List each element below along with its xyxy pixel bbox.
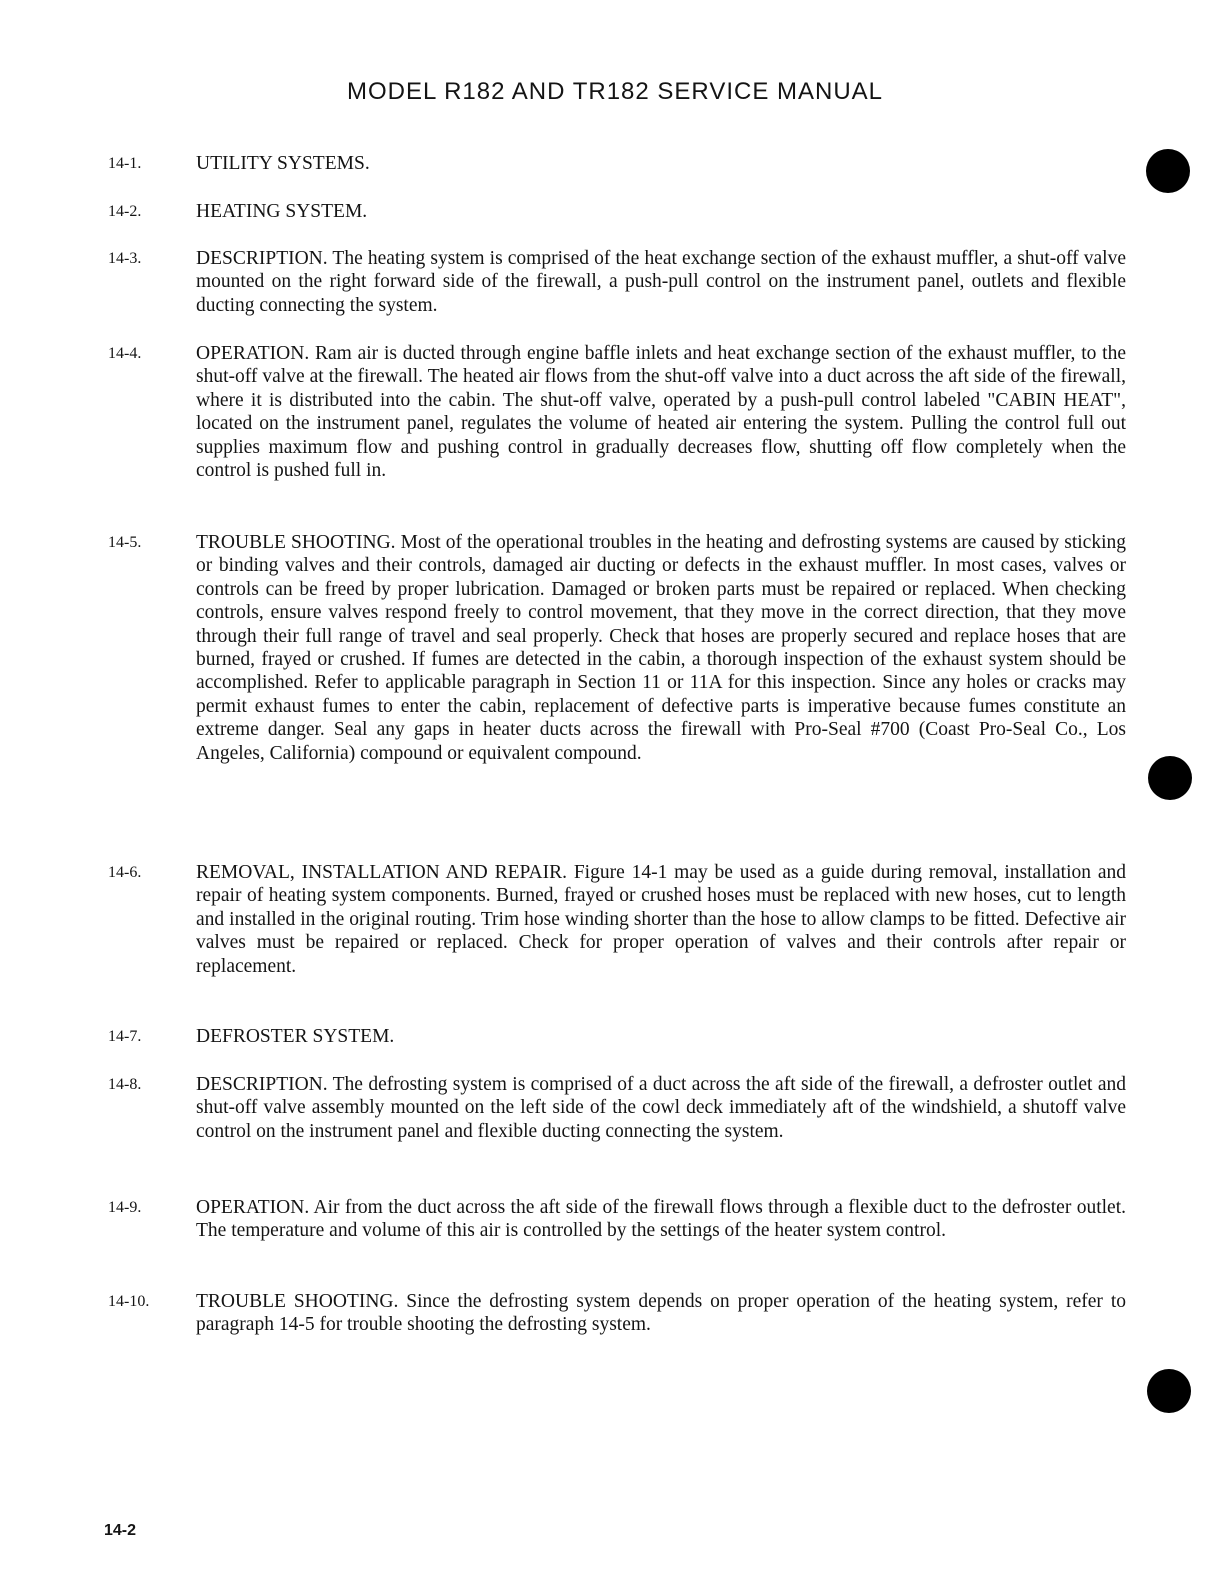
paragraph-text: DEFROSTER SYSTEM.	[196, 1026, 395, 1047]
binder-hole-mark	[1147, 1369, 1191, 1413]
section-14-4	[108, 342, 1126, 482]
paragraph-number: 14-9.	[108, 1199, 142, 1216]
section-14-6	[108, 861, 1126, 978]
paragraph-number: 14-10.	[108, 1293, 150, 1310]
paragraph-number: 14-8.	[108, 1076, 142, 1093]
paragraph-text: OPERATION. Air from the duct across the aft side of the firewall flows through a flexible duct to the defroster outlet. The temperature and volume of this air is controlled by the settings of the heater system control.	[196, 1197, 1126, 1242]
binder-hole-mark	[1148, 756, 1192, 800]
paragraph-number: 14-4.	[108, 345, 142, 362]
section-14-8	[108, 1073, 1126, 1143]
section-14-9	[108, 1196, 1126, 1243]
section-14-3	[108, 247, 1126, 317]
paragraph-text: DESCRIPTION. The heating system is comprised of the heat exchange section of the exhaust muffler, a shut-off valve mounted on the right forward side of the firewall, a push-pull control on the instrument panel, outlets and flexible ducting connecting the system.	[196, 248, 1126, 316]
paragraph-number: 14-7.	[108, 1028, 142, 1045]
paragraph-number: 14-5.	[108, 534, 142, 551]
page-number: 14-2	[104, 1522, 137, 1539]
paragraph-number: 14-6.	[108, 864, 142, 881]
section-14-2	[108, 200, 1126, 223]
paragraph-text: TROUBLE SHOOTING. Since the defrosting system depends on proper operation of the heating system, refer to paragraph 14-5 for trouble shooting the defrosting system.	[196, 1291, 1126, 1336]
paragraph-text: DESCRIPTION. The defrosting system is comprised of a duct across the aft side of the firewall, a defroster outlet and shut-off valve assembly mounted on the left side of the cowl deck immediately aft of the windshield, a shutoff valve control on the instrument panel and flexible ducting connecting the system.	[196, 1074, 1126, 1142]
paragraph-text: UTILITY SYSTEMS.	[196, 153, 370, 174]
paragraph-text: HEATING SYSTEM.	[196, 201, 368, 222]
page-header: MODEL R182 AND TR182 SERVICE MANUAL	[346, 78, 884, 105]
section-14-1	[108, 152, 1126, 175]
paragraph-text: REMOVAL, INSTALLATION AND REPAIR. Figure 14-1 may be used as a guide during removal, installation and repair of heating system components. Burned, frayed or crushed hoses must be replaced with new hoses, cut to length and installed in the original routing. Trim hose winding shorter than the hose to allow clamps to be fitted. Defective air valves must be repaired or replaced. Check for proper operation of valves and their controls after repair or replacement.	[196, 862, 1126, 977]
section-14-5	[108, 531, 1126, 765]
paragraph-text: TROUBLE SHOOTING. Most of the operational troubles in the heating and defrosting systems are caused by sticking or binding valves and their controls, damaged air ducting or defects in the exhaust muffler. In most cases, valves or controls can be freed by proper lubrication. Damaged or broken parts must be repaired or replaced. When checking controls, ensure valves respond freely to control movement, that they move in the correct direction, that they move through their full range of travel and seal properly. Check that hoses are properly secured and replace hoses that are burned, frayed or crushed. If fumes are detected in the cabin, a thorough inspection of the exhaust system should be accomplished. Refer to applicable paragraph in Section 11 or 11A for this inspection. Since any holes or cracks may permit exhaust fumes to enter the cabin, replacement of defective parts is imperative because fumes constitute an extreme danger. Seal any gaps in heater ducts across the firewall with Pro-Seal #700 (Coast Pro-Seal Co., Los Angeles, California) compound or equivalent compound.	[196, 532, 1126, 764]
paragraph-number: 14-3.	[108, 250, 142, 267]
section-14-7	[108, 1025, 1126, 1048]
binder-hole-mark	[1146, 149, 1190, 193]
paragraph-number: 14-2.	[108, 203, 142, 220]
paragraph-text: OPERATION. Ram air is ducted through engine baffle inlets and heat exchange section of the exhaust muffler, to the shut-off valve at the firewall. The heated air flows from the shut-off valve into a duct across the aft side of the firewall, where it is distributed into the cabin. The shut-off valve, operated by a push-pull control labeled "CABIN HEAT", located on the instrument panel, regulates the volume of heated air entering the system. Pulling the control full out supplies maximum flow and pushing control in gradually decreases flow, shutting off flow completely when the control is pushed full in.	[196, 343, 1126, 482]
paragraph-number: 14-1.	[108, 155, 142, 172]
section-14-10	[108, 1290, 1126, 1337]
